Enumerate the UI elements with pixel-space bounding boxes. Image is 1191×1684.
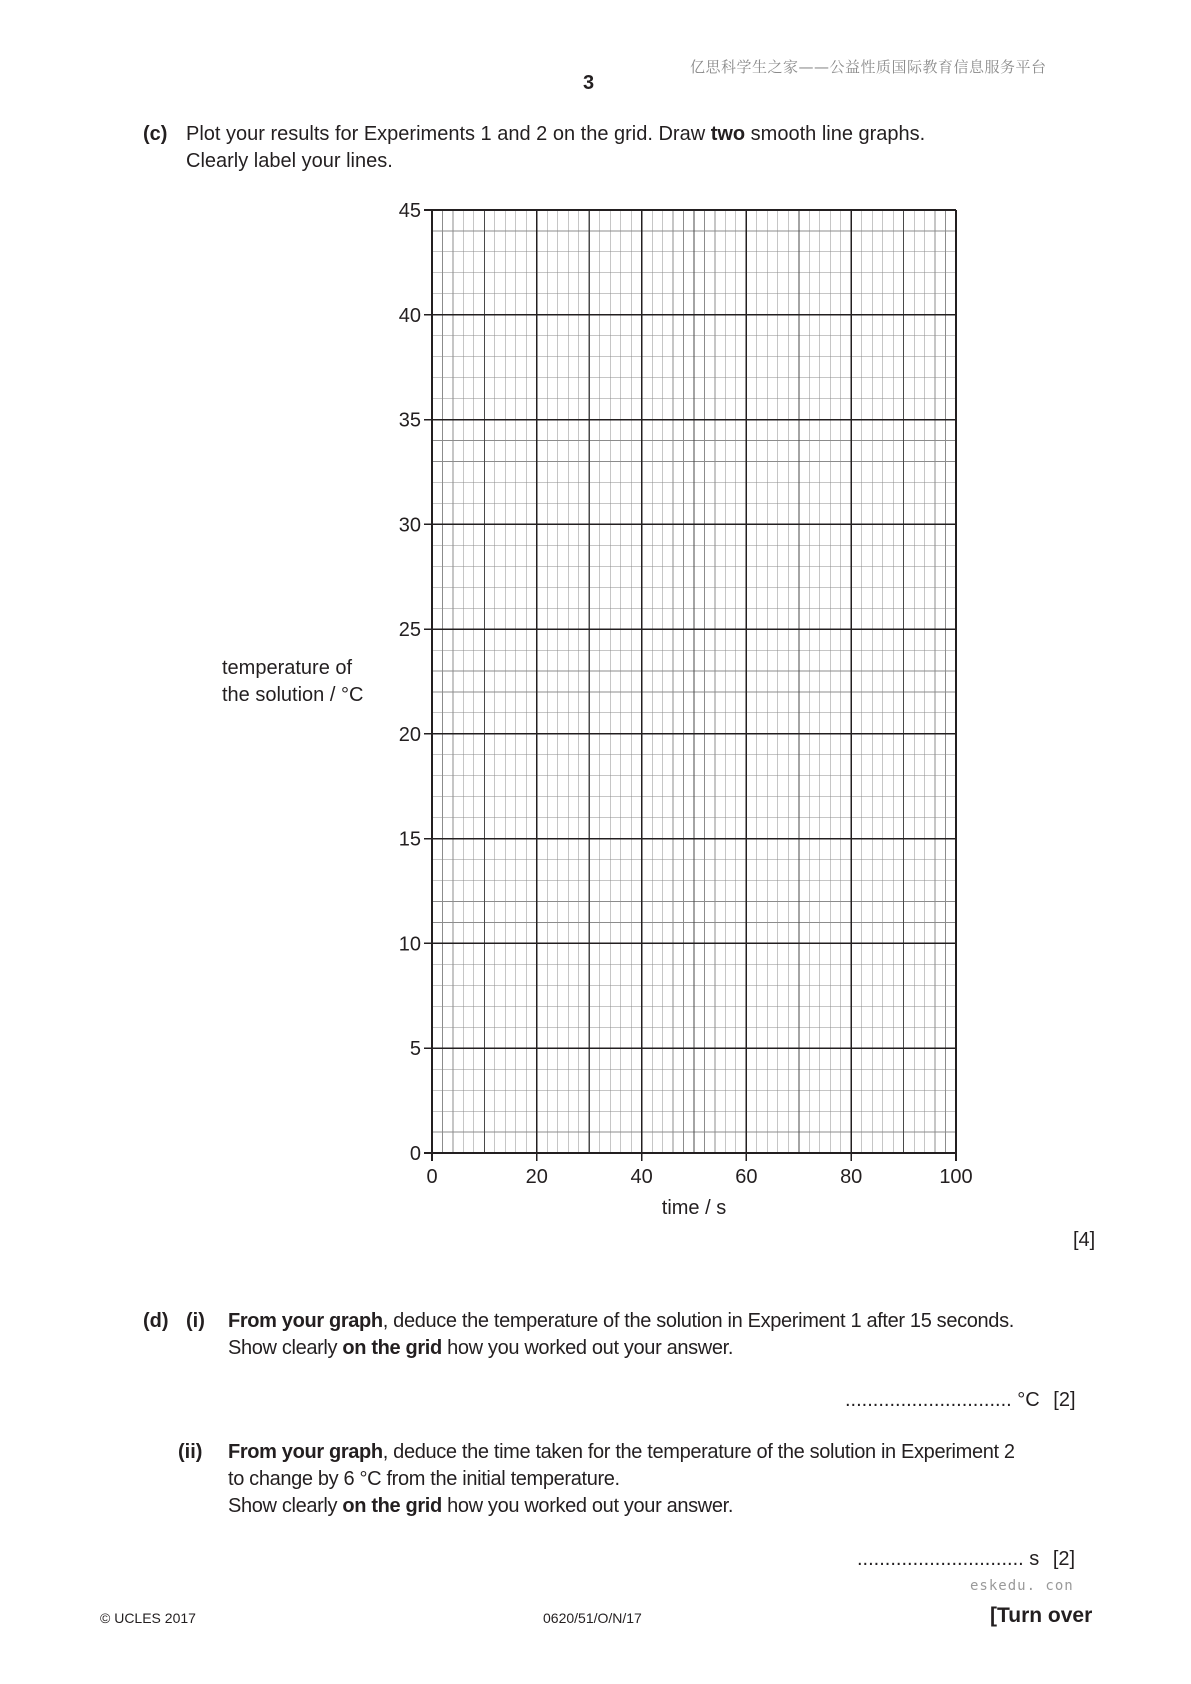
question-d-ii-line3-b: how you worked out your answer.: [441, 1495, 734, 1517]
question-c-text-b: smooth line graphs.: [745, 123, 926, 145]
footer-copyright: © UCLES 2017: [100, 1610, 196, 1626]
question-c-marks: [4]: [1073, 1229, 1096, 1251]
axis-ticks: [424, 210, 956, 1161]
question-d-label: (d): [143, 1310, 169, 1332]
y-tick-label: 15: [398, 828, 421, 851]
y-tick-label: 5: [409, 1038, 421, 1061]
answer-unit-d-i: °C: [1017, 1389, 1040, 1411]
y-tick-label: 25: [398, 619, 421, 642]
question-d-ii-bold: From your graph: [228, 1441, 383, 1463]
question-d-i-line2-a: Show clearly: [228, 1337, 343, 1359]
y-tick-label: 45: [398, 200, 421, 222]
question-c-text-bold: two: [710, 123, 746, 145]
y-tick-label: 10: [398, 933, 421, 956]
y-tick-label: 0: [409, 1143, 421, 1165]
question-c-label: (c): [143, 123, 168, 145]
y-tick-label: 20: [398, 723, 421, 746]
marks-d-ii: [2]: [1052, 1548, 1076, 1570]
question-d-ii-text: [228, 1439, 1015, 1520]
answer-dots-d-i[interactable]: ..............................: [845, 1389, 1012, 1411]
x-tick-label: 40: [630, 1166, 653, 1188]
question-c-text-line2: Clearly label your lines.: [186, 150, 393, 172]
question-d-ii-line2: to change by 6 °C from the initial temperature.: [228, 1468, 620, 1490]
question-d-i-line2-b: how you worked out your answer.: [441, 1337, 734, 1359]
footer-code: 0620/51/O/N/17: [543, 1610, 642, 1626]
question-d-ii-line3-a: Show clearly: [228, 1495, 343, 1517]
x-tick-label: 100: [939, 1166, 973, 1188]
question-d-i-label: (i): [186, 1310, 205, 1332]
answer-line-d-i[interactable]: [845, 1387, 1076, 1414]
x-axis-label: time / s: [661, 1197, 727, 1219]
header-watermark: 亿思科学生之家——公益性质国际教育信息服务平台: [690, 58, 1047, 76]
page-number: 3: [583, 72, 595, 94]
turn-over: [Turn over: [990, 1604, 1093, 1627]
y-tick-label: 40: [398, 304, 421, 327]
x-tick-label: 20: [525, 1166, 548, 1188]
y-axis-label-line1: temperature of: [222, 657, 353, 679]
answer-dots-d-ii[interactable]: ..............................: [857, 1548, 1024, 1570]
question-d-i-bold: From your graph: [228, 1310, 383, 1332]
answer-unit-d-ii: s: [1029, 1548, 1040, 1570]
x-tick-label: 0: [426, 1166, 438, 1188]
question-d-ii-rest: , deduce the time taken for the temperature of the solution in Experiment 2: [382, 1441, 1015, 1463]
question-d-ii-label: (ii): [178, 1441, 203, 1463]
y-tick-label: 35: [398, 409, 421, 432]
question-c-text-a: Plot your results for Experiments 1 and 2 on the grid. Draw: [186, 123, 711, 145]
question-d-i-line2-bold: on the grid: [342, 1337, 442, 1359]
question-d-i-rest: , deduce the temperature of the solution in Experiment 1 after 15 seconds.: [382, 1310, 1014, 1332]
answer-line-d-ii[interactable]: [857, 1546, 1075, 1573]
footer-watermark: eskedu. con: [970, 1578, 1074, 1594]
marks-d-i: [2]: [1053, 1389, 1076, 1411]
x-tick-label: 80: [840, 1166, 863, 1188]
y-axis-label-line2: the solution / °C: [222, 684, 364, 706]
x-tick-label: 60: [735, 1166, 758, 1188]
question-d-i-text: [228, 1308, 1014, 1362]
y-tick-label: 30: [398, 514, 421, 537]
question-d-ii-line3-bold: on the grid: [342, 1495, 442, 1517]
